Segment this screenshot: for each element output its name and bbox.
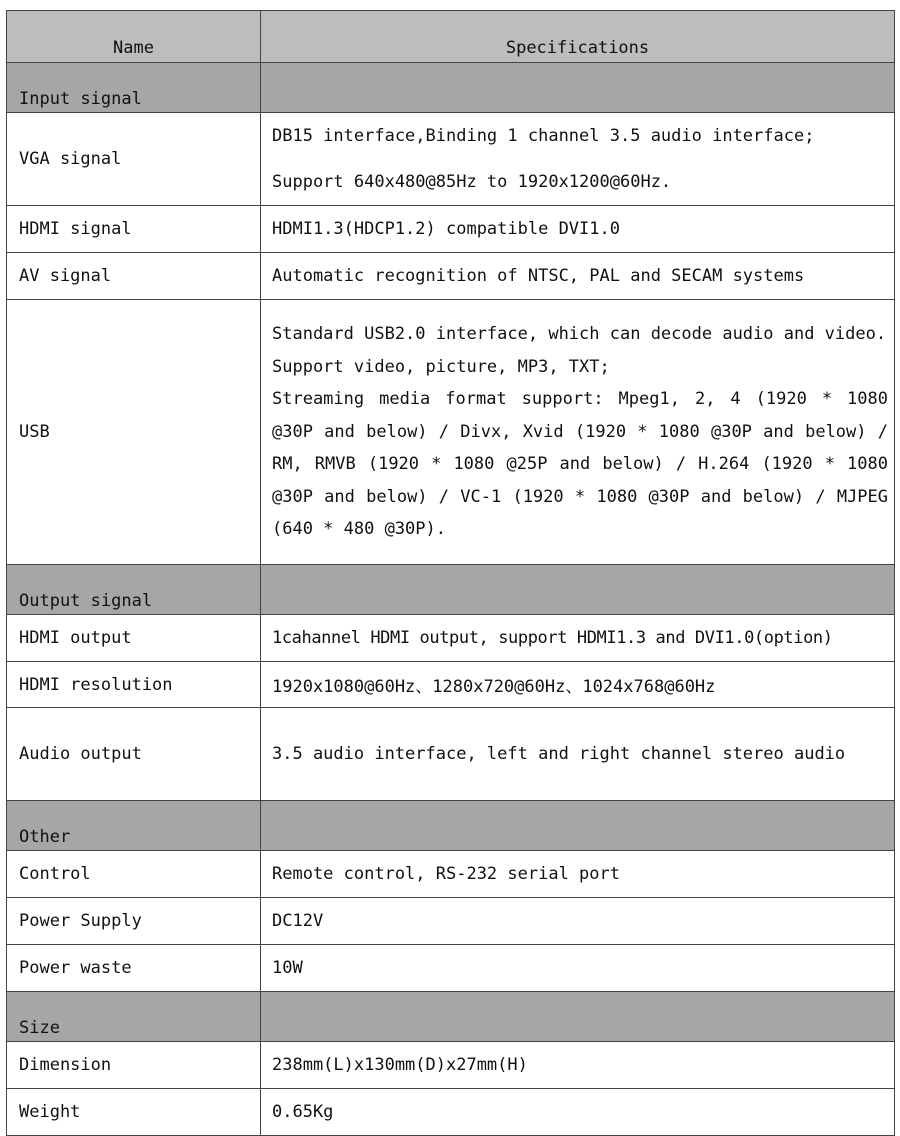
- table-row: [7, 898, 895, 945]
- row-value-audio-output: 3.5 audio interface, left and right channel stereo audio: [261, 708, 895, 801]
- row-label-vga: VGA signal: [7, 113, 261, 206]
- row-value-hdmi-signal: HDMI1.3(HDCP1.2) compatible DVI1.0: [261, 206, 895, 253]
- row-label-power-supply: Power Supply: [7, 898, 261, 945]
- row-label-hdmi-output: HDMI output: [7, 615, 261, 662]
- table-row: [7, 1042, 895, 1089]
- row-value-control: Remote control, RS-232 serial port: [261, 851, 895, 898]
- section-title-output: Output signal: [7, 565, 261, 615]
- vga-line-1: DB15 interface,Binding 1 channel 3.5 audio interface;: [272, 126, 815, 146]
- section-title-size: Size: [7, 992, 261, 1042]
- section-title-other: Other: [7, 801, 261, 851]
- row-label-power-waste: Power waste: [7, 945, 261, 992]
- table-row: [7, 253, 895, 300]
- section-blank: [261, 992, 895, 1042]
- section-row-other: [7, 801, 895, 851]
- table-row: [7, 113, 895, 206]
- row-value-vga: [261, 113, 895, 206]
- row-label-dimension: Dimension: [7, 1042, 261, 1089]
- vga-line-2: Support 640x480@85Hz to 1920x1200@60Hz.: [272, 172, 672, 192]
- table-header-row: [7, 11, 895, 63]
- table-row: [7, 1089, 895, 1136]
- table-row: [7, 300, 895, 565]
- row-value-power-supply: DC12V: [261, 898, 895, 945]
- section-blank: [261, 801, 895, 851]
- section-title-input: Input signal: [7, 63, 261, 113]
- header-name: Name: [7, 11, 261, 63]
- section-row-input: [7, 63, 895, 113]
- table-row: [7, 708, 895, 801]
- row-value-weight: 0.65Kg: [261, 1089, 895, 1136]
- row-value-power-waste: 10W: [261, 945, 895, 992]
- row-label-av-signal: AV signal: [7, 253, 261, 300]
- row-label-hdmi-signal: HDMI signal: [7, 206, 261, 253]
- row-label-usb: USB: [7, 300, 261, 565]
- header-specifications: Specifications: [261, 11, 895, 63]
- row-value-av-signal: Automatic recognition of NTSC, PAL and SECAM systems: [261, 253, 895, 300]
- table-row: [7, 615, 895, 662]
- usb-paragraph-1: Standard USB2.0 interface, which can decode audio and video.: [272, 324, 887, 345]
- row-value-hdmi-output: 1cahannel HDMI output, support HDMI1.3 and DVI1.0(option): [261, 615, 895, 662]
- row-label-weight: Weight: [7, 1089, 261, 1136]
- row-value-hdmi-resolution: 1920x1080@60Hz、1280x720@60Hz、1024x768@60Hz: [261, 662, 895, 708]
- table-row: [7, 662, 895, 708]
- row-label-control: Control: [7, 851, 261, 898]
- table-row: [7, 945, 895, 992]
- row-value-usb: [261, 300, 895, 565]
- row-label-audio-output: Audio output: [7, 708, 261, 801]
- section-blank: [261, 63, 895, 113]
- usb-paragraph-2: Support video, picture, MP3, TXT;: [272, 356, 610, 377]
- usb-paragraph-3: Streaming media format support: Mpeg1, 2, 4 (1920 * 1080 @30P and below) / Divx, Xvid (1920 * 1080 @30P and below) / RM, RMVB (1920 * 1080 @25P and below) / H.264 (1920 * 1080 @30P and below) / VC-1 (1920 * 1080 @30P and below) / MJPEG (640 * 480 @30P).: [272, 389, 888, 540]
- section-row-output: [7, 565, 895, 615]
- table-row: [7, 206, 895, 253]
- section-blank: [261, 565, 895, 615]
- table-row: [7, 851, 895, 898]
- row-value-dimension: 238mm(L)x130mm(D)x27mm(H): [261, 1042, 895, 1089]
- row-label-hdmi-resolution: HDMI resolution: [7, 662, 261, 708]
- section-row-size: [7, 992, 895, 1042]
- spec-table: [6, 10, 895, 1136]
